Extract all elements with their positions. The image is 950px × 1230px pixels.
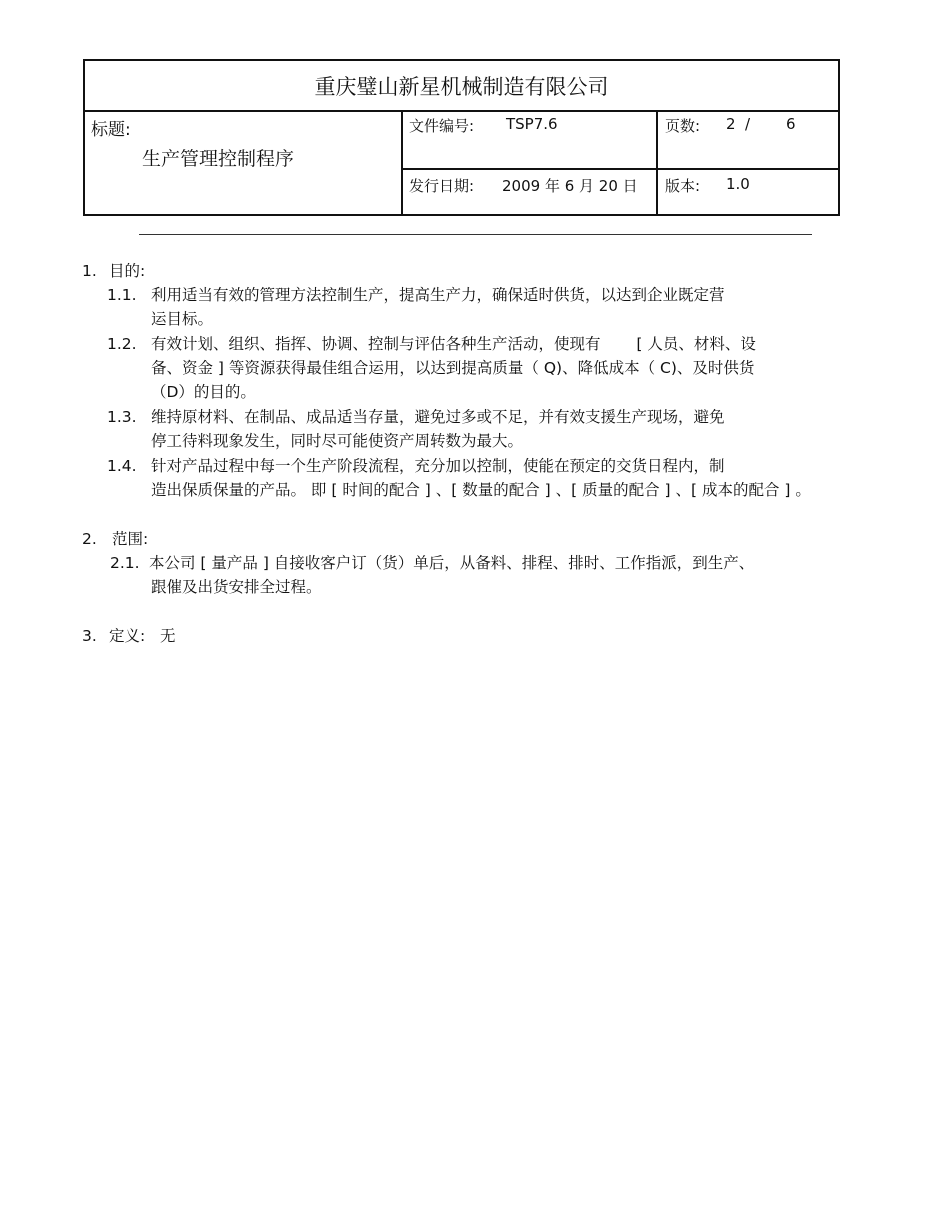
doc-number-label: 文件编号: — [409, 117, 475, 135]
page-separator: / — [745, 115, 751, 133]
section-title: 范围: — [112, 530, 149, 548]
item-line: 备、资金 ] 等资源获得最佳组合运用，以达到提高质量（ Q)、降低成本（ C)、及时供货 — [151, 359, 755, 377]
section-number: 1. — [82, 262, 97, 280]
item-number: 1.1. — [107, 286, 137, 304]
item-line: 运目标。 — [151, 310, 214, 328]
issue-date-label: 发行日期: — [409, 177, 475, 195]
item-number: 1.2. — [107, 335, 137, 353]
item-line: 有效计划、组织、指挥、协调、控制与评估各种生产活动，使现有 [ 人员、材料、设 — [151, 335, 756, 353]
title-label: 标题: — [91, 120, 131, 140]
pages-label: 页数: — [665, 117, 701, 135]
section-number: 3. — [82, 627, 97, 645]
page-total: 6 — [786, 115, 796, 133]
header-divider-horizontal — [85, 110, 838, 112]
page-current: 2 — [726, 115, 736, 133]
section-number: 2. — [82, 530, 97, 548]
version: 1.0 — [726, 175, 750, 193]
item-line: 停工待料现象发生，同时尽可能使资产周转数为最大。 — [151, 432, 524, 450]
issue-date: 2009 年 6 月 20 日 — [502, 177, 638, 195]
section-value: 无 — [160, 627, 176, 645]
item-line: 跟催及出货安排全过程。 — [151, 578, 322, 596]
item-line: 维持原材料、在制品、成品适当存量，避免过多或不足，并有效支援生产现场，避免 — [151, 408, 725, 426]
item-number: 1.3. — [107, 408, 137, 426]
item-number: 1.4. — [107, 457, 137, 475]
document-header-table — [83, 59, 840, 216]
version-label: 版本: — [665, 177, 701, 195]
company-name: 重庆璧山新星机械制造有限公司 — [314, 75, 609, 99]
header-divider-vertical-2 — [656, 110, 658, 214]
section-title: 目的: — [109, 262, 146, 280]
item-line: （D）的目的。 — [151, 383, 256, 401]
header-divider-horizontal-right — [401, 168, 838, 170]
item-line: 本公司 [ 量产品 ] 自接收客户订（货）单后，从备料、排程、排时、工作指派，到生产、 — [149, 554, 755, 572]
item-line: 造出保质保量的产品。 即 [ 时间的配合 ] 、[ 数量的配合 ] 、[ 质量的配合 ] 、[ 成本的配合 ] 。 — [151, 481, 811, 499]
section-title: 定义: — [109, 627, 146, 645]
doc-number: TSP7.6 — [506, 115, 558, 133]
item-line: 利用适当有效的管理方法控制生产，提高生产力，确保适时供货，以达到企业既定营 — [151, 286, 725, 304]
item-number: 2.1. — [110, 554, 140, 572]
item-line: 针对产品过程中每一个生产阶段流程，充分加以控制，使能在预定的交货日程内，制 — [151, 457, 725, 475]
header-divider-vertical-1 — [401, 110, 403, 214]
document-title: 生产管理控制程序 — [142, 148, 295, 170]
header-rule — [139, 234, 812, 235]
